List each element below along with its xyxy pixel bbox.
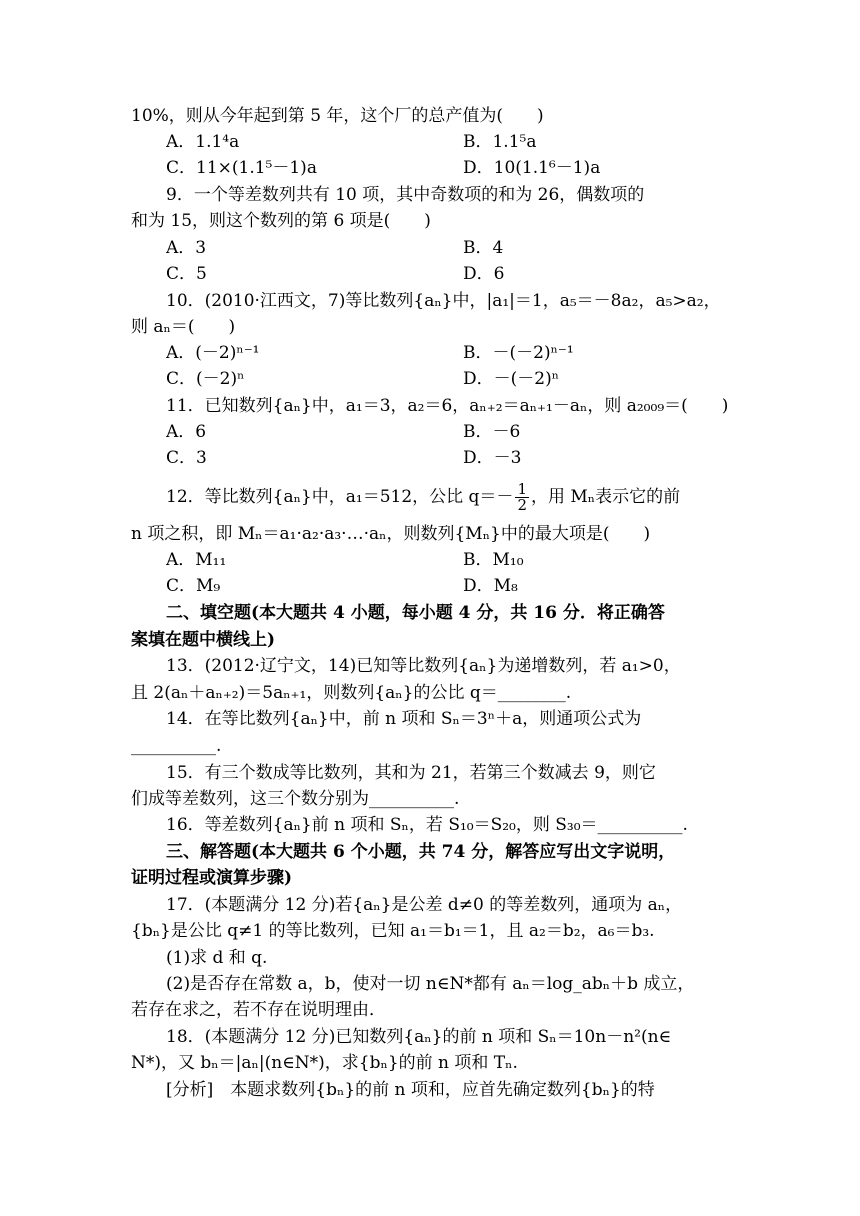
option-d: D．10(1.1⁶－1)a: [463, 158, 601, 178]
option-c: C．5: [166, 264, 207, 284]
text-line: 则 aₙ＝( ): [131, 317, 236, 337]
option-a: A．M₁₁: [166, 550, 227, 570]
option-b: B．M₁₀: [463, 550, 524, 570]
option-b: B．4: [463, 238, 504, 258]
option-d: D．－(－2)ⁿ: [463, 369, 560, 389]
text-line: 若存在求之，若不存在说明理由．: [131, 1000, 386, 1020]
section-heading-cont: 证明过程或演算步骤): [131, 868, 293, 888]
option-a: A．3: [166, 238, 207, 258]
option-a: A．6: [166, 422, 207, 442]
option-b: B．1.1⁵a: [463, 132, 537, 152]
section-heading: 二、填空题(本大题共 4 小题，每小题 4 分，共 16 分．将正确答: [166, 603, 665, 623]
option-a: A．(－2)ⁿ⁻¹: [166, 343, 260, 363]
fraction-numerator: 1: [517, 480, 527, 498]
q12-text-before: 12．等比数列{aₙ}中，a₁＝512，公比 q＝－: [166, 487, 514, 507]
section-heading: 三、解答题(本大题共 6 个小题，共 74 分，解答应写出文字说明，: [166, 842, 676, 862]
text-line: 且 2(aₙ＋aₙ₊₂)＝5aₙ₊₁，则数列{aₙ}的公比 q＝________.: [131, 683, 572, 703]
text-line: 10%，则从今年起到第 5 年，这个厂的总产值为( ): [131, 106, 544, 126]
fraction-denominator: 2: [517, 496, 527, 514]
option-b: B．－(－2)ⁿ⁻¹: [463, 343, 574, 363]
section-heading-cont: 案填在题中横线上): [131, 630, 276, 650]
question-15: 15．有三个数成等比数列，其和为 21，若第三个数减去 9，则它: [166, 763, 656, 783]
question-14: 14．在等比数列{aₙ}中，前 n 项和 Sₙ＝3ⁿ＋a，则通项公式为: [166, 709, 642, 729]
question-17: 17．(本题满分 12 分)若{aₙ}是公差 d≠0 的等差数列，通项为 aₙ，: [166, 895, 683, 915]
question-12: [166, 471, 766, 523]
text-line: N*)，又 bₙ＝|aₙ|(n∈N*)，求{bₙ}的前 n 项和 Tₙ.: [131, 1053, 518, 1073]
option-d: D．6: [463, 264, 505, 284]
text-line: 和为 15，则这个数列的第 6 项是( ): [131, 211, 431, 231]
question-18: 18．(本题满分 12 分)已知数列{aₙ}的前 n 项和 Sₙ＝10n－n²(n∈: [166, 1027, 672, 1047]
question-10: 10．(2010·江西文，7)等比数列{aₙ}中，|a₁|＝1，a₅＝－8a₂，a₅>a₂，: [166, 291, 721, 311]
analysis-line: [分析] 本题求数列{bₙ}的前 n 项和，应首先确定数列{bₙ}的特: [166, 1080, 655, 1100]
text-line: 们成等差数列，这三个数分别为__________.: [131, 789, 460, 809]
sub-question: (2)是否存在常数 a，b，使对一切 n∈N*都有 aₙ＝log_abₙ＋b 成立，: [166, 974, 695, 994]
q12-text-after: ，用 Mₙ表示它的前: [530, 487, 681, 507]
option-a: A．1.1⁴a: [166, 132, 240, 152]
option-b: B．－6: [463, 422, 521, 442]
sub-question: (1)求 d 和 q.: [166, 948, 268, 968]
question-13: 13．(2012·辽宁文，14)已知等比数列{aₙ}为递增数列，若 a₁>0，: [166, 656, 681, 676]
text-line: n 项之积，即 Mₙ＝a₁·a₂·a₃·…·aₙ，则数列{Mₙ}中的最大项是( ): [131, 524, 651, 544]
option-c: C．M₉: [166, 576, 221, 596]
answer-blank: __________.: [131, 736, 222, 756]
question-9: 9．一个等差数列共有 10 项，其中奇数项的和为 26，偶数项的: [166, 185, 645, 205]
fraction: [515, 482, 529, 513]
text-line: {bₙ}是公比 q≠1 的等比数列，已知 a₁＝b₁＝1，且 a₂＝b₂，a₆＝b₃.: [131, 921, 655, 941]
option-d: D．M₈: [463, 576, 518, 596]
option-c: C．11×(1.1⁵－1)a: [166, 158, 317, 178]
question-11: 11．已知数列{aₙ}中，a₁＝3，a₂＝6，aₙ₊₂＝aₙ₊₁－aₙ，则 a₂₀₀₉＝( ): [166, 396, 729, 416]
question-16: 16．等差数列{aₙ}前 n 项和 Sₙ，若 S₁₀＝S₂₀，则 S₃₀＝__________.: [166, 815, 688, 835]
option-c: C．(－2)ⁿ: [166, 369, 245, 389]
option-d: D．－3: [463, 448, 522, 468]
option-c: C．3: [166, 448, 207, 468]
